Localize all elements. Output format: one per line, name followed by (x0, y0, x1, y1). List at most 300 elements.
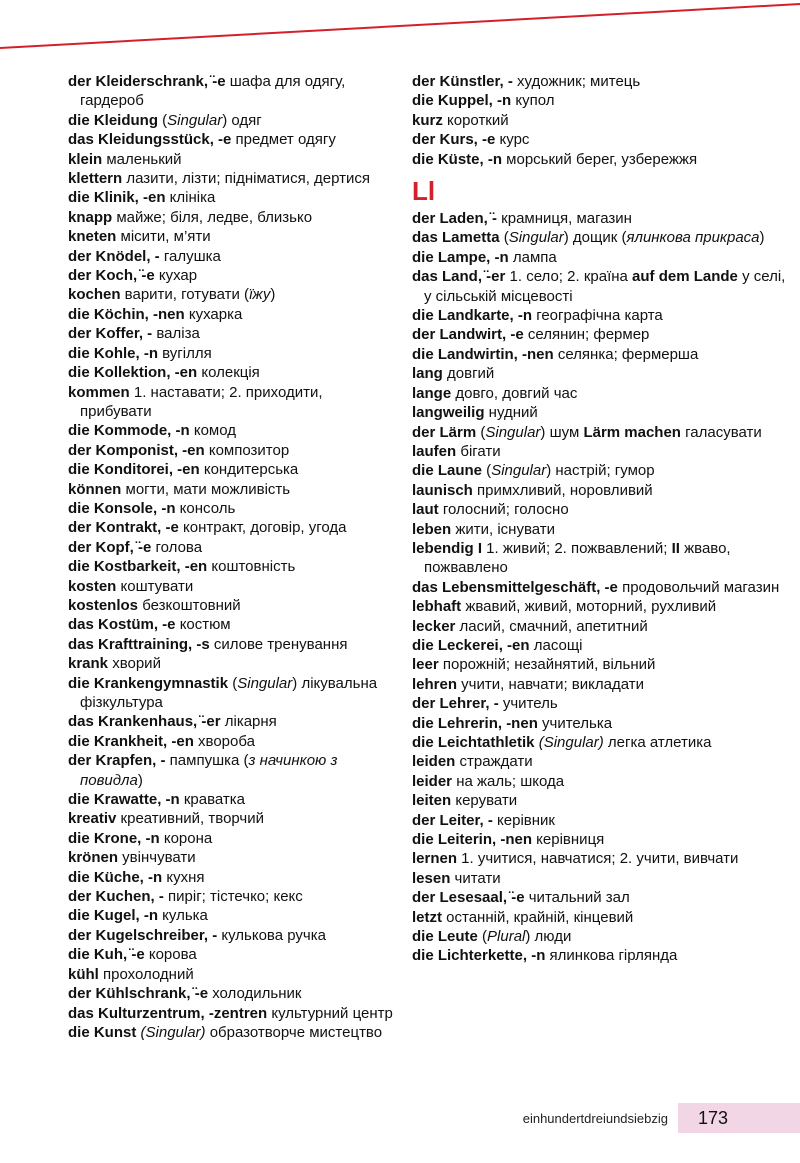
translation: ) одяг (222, 111, 262, 129)
translation: ( (499, 229, 509, 247)
translation: 1. учитися, навчатися; 2. учити, вивчати (457, 850, 739, 868)
headword: das Kostüm, -e (68, 616, 176, 634)
headword: die Kunst (68, 1023, 137, 1041)
headword: kreativ (68, 810, 117, 828)
headword: der Landwirt, -e (412, 326, 524, 344)
dictionary-entry (68, 906, 393, 925)
dictionary-entry (68, 557, 393, 576)
dictionary-entry (412, 694, 787, 713)
headword: kneten (68, 228, 117, 246)
dictionary-entry (412, 248, 787, 267)
dictionary-entry (68, 984, 393, 1003)
left-column (68, 72, 393, 1042)
dictionary-entry (68, 887, 393, 906)
note: (Singular) (538, 734, 604, 751)
headword: laut (412, 501, 439, 519)
headword: die Krawatte, -n (68, 791, 180, 809)
translation: образотворче мистецтво (205, 1023, 383, 1041)
dictionary-entry (412, 500, 787, 519)
translation: ( (482, 462, 492, 480)
dictionary-entry (412, 325, 787, 344)
dictionary-entry (68, 809, 393, 828)
dictionary-entry (412, 91, 787, 110)
headword: knapp (68, 208, 113, 226)
dictionary-entry (412, 481, 787, 500)
headword: die Konsole, -n (68, 499, 176, 517)
dictionary-entry (412, 72, 787, 91)
note: з начинкою з повидла (80, 752, 338, 789)
headword: der Künstler, - (412, 73, 513, 90)
headword: die Leute (412, 928, 478, 946)
headword: kommen (68, 383, 130, 401)
translation: продовольчий магазин (617, 578, 780, 596)
translation: костюм (175, 616, 231, 634)
translation: кондитерська (199, 461, 299, 479)
headword: die Leckerei, -en (412, 636, 530, 654)
dictionary-entry (412, 830, 787, 849)
translation: галушка (159, 247, 221, 265)
translation: ) шум (540, 423, 584, 441)
translation: 1. наставати; 2. приходити, прибувати (80, 383, 323, 420)
translation: місити, м’яти (116, 228, 211, 246)
dictionary-entry (412, 888, 787, 907)
dictionary-entry (68, 926, 393, 945)
translation: кулька (158, 907, 208, 925)
headword: die Krankheit, -en (68, 732, 194, 750)
note: Singular (508, 229, 564, 247)
headword: die Kollektion, -en (68, 364, 198, 382)
translation: морський берег, узбережжя (502, 150, 698, 168)
dictionary-entry (68, 383, 393, 422)
headword: der Lesesaal, ̈-e (412, 889, 525, 907)
headword: die Leiterin, -nen (412, 831, 533, 849)
dictionary-entry (412, 714, 787, 733)
headword: der Kleiderschrank, ̈-e (68, 73, 226, 90)
headword: der Leiter, - (412, 811, 493, 829)
dictionary-entry (68, 305, 393, 324)
headword: können (68, 480, 122, 498)
headword: die Laune (412, 462, 483, 480)
page-number-box (678, 1103, 800, 1133)
headword: das Land, ̈-er (412, 268, 506, 286)
dictionary-entry (68, 441, 393, 460)
headword: die Konditorei, -en (68, 461, 200, 479)
headword: die Kuppel, -n (412, 92, 512, 110)
translation: креативний, творчий (116, 810, 264, 828)
headword: die Küche, -n (68, 868, 163, 886)
headword: die Krone, -n (68, 829, 160, 847)
translation: шафа для одягу, гардероб (80, 73, 346, 110)
headword: der Kuchen, - (68, 888, 164, 906)
dictionary-entry (68, 577, 393, 596)
dictionary-entry (68, 247, 393, 266)
translation: керівниця (532, 831, 605, 849)
dictionary-entry (68, 111, 393, 130)
headword: der Komponist, -en (68, 441, 205, 459)
headword: lang (412, 365, 443, 383)
dictionary-entry (412, 461, 787, 480)
translation: культурний центр (267, 1004, 393, 1022)
headword: der Lehrer, - (412, 695, 499, 713)
translation: ( (477, 928, 488, 946)
header-rule (0, 0, 800, 60)
translation: увінчувати (118, 849, 196, 867)
headword: das Krankenhaus, ̈-er (68, 713, 221, 731)
headword: die Landwirtin, -nen (412, 345, 554, 363)
translation: на жаль; шкода (452, 772, 565, 790)
headword: die Leichtathletik (412, 734, 535, 751)
translation: бігати (456, 442, 501, 460)
translation: кулькова ручка (217, 926, 326, 944)
dictionary-entry (68, 674, 393, 713)
headword: das Krafttraining, -s (68, 635, 210, 653)
dictionary-entry (68, 150, 393, 169)
translation: ) дощик ( (563, 229, 627, 247)
translation: безкоштовний (138, 596, 241, 614)
headword: der Koch, ̈-e (68, 267, 155, 285)
translation: жити, існувати (451, 520, 556, 538)
dictionary-entry (68, 344, 393, 363)
note: їжу (249, 286, 271, 304)
translation: маленький (102, 150, 182, 168)
dictionary-entry (68, 266, 393, 285)
headword: kosten (68, 577, 117, 595)
translation: голосний; голосно (438, 501, 569, 519)
translation: останній, крайній, кінцевий (442, 908, 634, 926)
headword: der Koffer, - (68, 325, 153, 343)
dictionary-entry (412, 752, 787, 771)
headword: laufen (412, 442, 457, 460)
dictionary-entry (412, 130, 787, 149)
translation: курс (495, 131, 530, 149)
translation: пампушка ( (165, 752, 249, 770)
translation: читальний зал (524, 889, 630, 907)
headword: das Lebensmittelgeschäft, -e (412, 578, 618, 596)
dictionary-entry (68, 460, 393, 479)
headword: der Kopf, ̈-e (68, 538, 152, 556)
translation: порожній; незайнятий, вільний (438, 656, 656, 674)
dictionary-entry (68, 635, 393, 654)
translation: ) лікувальна фізкультура (80, 674, 378, 711)
headword: die Lichterkette, -n (412, 947, 546, 965)
headword: krank (68, 655, 109, 673)
dictionary-entry (68, 169, 393, 188)
dictionary-entry (68, 732, 393, 751)
translation: колекція (197, 364, 260, 382)
headword: kostenlos (68, 596, 139, 614)
translation: учителька (537, 714, 613, 732)
note: Singular (485, 423, 541, 441)
headword: der Krapfen, - (68, 752, 166, 770)
dictionary-entry (412, 927, 787, 946)
headword: die Kostbarkeit, -en (68, 558, 208, 576)
headword: der Kontrakt, -e (68, 519, 179, 537)
headword: leer (412, 656, 439, 674)
dictionary-entry (68, 363, 393, 382)
headword: II (671, 539, 680, 557)
headword: der Laden, ̈- (412, 210, 498, 228)
headword: langweilig (412, 404, 485, 422)
translation: лампа (508, 248, 557, 266)
translation: валіза (152, 325, 200, 343)
translation: селянка; фермерша (553, 345, 699, 363)
dictionary-entry (68, 538, 393, 557)
translation: кухня (162, 868, 205, 886)
dictionary-entry (68, 615, 393, 634)
translation: ( (228, 674, 238, 692)
right-entries-after (412, 209, 787, 966)
translation: прохолодний (98, 965, 194, 983)
translation: ) (759, 229, 765, 247)
headword: leben (412, 520, 452, 538)
headword: die Kuh, ̈-e (68, 946, 145, 964)
dictionary-entry (412, 403, 787, 422)
headword: der Kühlschrank, ̈-e (68, 985, 209, 1003)
translation: крамниця, магазин (497, 210, 632, 228)
translation: пиріг; тістечко; кекс (163, 888, 303, 906)
translation: 1. село; 2. країна (505, 268, 633, 286)
headword: die Krankengymnastik (68, 674, 229, 692)
translation: кухарка (184, 305, 243, 323)
headword: lange (412, 384, 452, 402)
dictionary-entry (412, 228, 787, 247)
headword: kühl (68, 965, 99, 983)
dictionary-entry (412, 267, 787, 306)
headword: lebhaft (412, 598, 462, 616)
translation: лікарня (220, 713, 277, 731)
translation: корона (159, 829, 213, 847)
dictionary-entry (68, 1004, 393, 1023)
headword: lecker (412, 617, 456, 635)
dictionary-entry (412, 442, 787, 461)
translation: учитель (498, 695, 558, 713)
phrase: Lärm machen (583, 423, 681, 441)
translation: легка атлетика (603, 734, 712, 751)
dictionary-entry (68, 285, 393, 304)
headword: das Kulturzentrum, -zentren (68, 1004, 268, 1022)
dictionary-entry (412, 597, 787, 616)
translation: художник; митець (512, 73, 641, 90)
dictionary-entry (412, 772, 787, 791)
dictionary-entry (412, 617, 787, 636)
headword: die Lampe, -n (412, 248, 509, 266)
translation: страждати (455, 753, 533, 771)
translation: керувати (451, 792, 518, 810)
headword: die Klinik, -en (68, 189, 166, 207)
page-footer (0, 1103, 800, 1133)
headword: leiden (412, 753, 456, 771)
translation: керівник (492, 811, 555, 829)
translation: хворий (108, 655, 161, 673)
dictionary-entry (412, 423, 787, 442)
note: ялинкова прикраса (626, 229, 760, 247)
translation: ( (158, 111, 168, 129)
dictionary-entry (68, 596, 393, 615)
translation: предмет одягу (231, 131, 336, 149)
headword: lehren (412, 675, 458, 693)
dictionary-entry (68, 712, 393, 731)
right-column (412, 72, 787, 966)
headword: lebendig I (412, 539, 483, 557)
translation: нудний (484, 404, 538, 422)
translation: географічна карта (532, 307, 663, 325)
headword: das Kleidungsstück, -e (68, 131, 232, 149)
note: Plural (487, 928, 526, 946)
headword: klein (68, 150, 103, 168)
headword: die Landkarte, -n (412, 307, 533, 325)
right-entries-before (412, 72, 787, 169)
translation: лазити, лізти; підніматися, дертися (122, 170, 371, 188)
translation: варити, готувати ( (120, 286, 250, 304)
translation: ) люди (525, 928, 572, 946)
dictionary-entry (68, 188, 393, 207)
dictionary-entry (412, 946, 787, 965)
dictionary-entry (68, 945, 393, 964)
headword: die Kugel, -n (68, 907, 158, 925)
dictionary-entry (412, 364, 787, 383)
dictionary-entry (68, 654, 393, 673)
dictionary-entry (68, 227, 393, 246)
dictionary-entry (68, 965, 393, 984)
headword: die Köchin, -nen (68, 305, 185, 323)
dictionary-entry (412, 733, 787, 752)
headword: kochen (68, 286, 121, 304)
section-letter: Ll (412, 176, 436, 207)
translation: коштувати (116, 577, 194, 595)
page-number: 173 (698, 1108, 729, 1128)
translation: комод (189, 422, 236, 440)
translation: хвороба (193, 732, 255, 750)
translation: купол (511, 92, 555, 110)
translation: клініка (165, 189, 216, 207)
headword: lesen (412, 869, 451, 887)
dictionary-entry (412, 345, 787, 364)
headword: kurz (412, 111, 443, 129)
dictionary-entry (68, 499, 393, 518)
dictionary-entry (68, 790, 393, 809)
dictionary-entry (412, 849, 787, 868)
headword: krönen (68, 849, 119, 867)
dictionary-entry (412, 791, 787, 810)
translation: ) настрій; гумор (546, 462, 655, 480)
translation: довго, довгий час (451, 384, 578, 402)
dictionary-entry (68, 421, 393, 440)
note: Singular (491, 462, 547, 480)
dictionary-entry (412, 520, 787, 539)
translation: могти, мати можливість (121, 480, 291, 498)
translation: жвавий, живий, моторний, рухливий (461, 598, 717, 616)
translation: консоль (175, 499, 236, 517)
translation: ( (476, 423, 486, 441)
dictionary-entry (68, 130, 393, 149)
translation: холодильник (208, 985, 302, 1003)
translation: галасувати (680, 423, 762, 441)
dictionary-entry (68, 751, 393, 790)
translation: короткий (442, 111, 509, 129)
translation: читати (450, 869, 501, 887)
headword: die Küste, -n (412, 150, 503, 168)
headword: leider (412, 772, 453, 790)
dictionary-entry (412, 869, 787, 888)
translation: ) (137, 771, 143, 789)
translation: майже; біля, ледве, близько (112, 208, 313, 226)
translation: кухар (154, 267, 198, 285)
translation: ласий, смачний, апетитний (455, 617, 648, 635)
dictionary-entry (68, 72, 393, 111)
translation: 1. живий; 2. пожвавлений; (482, 539, 672, 557)
translation: корова (144, 946, 197, 964)
dictionary-entry (68, 868, 393, 887)
note: Singular (167, 111, 223, 129)
headword: lernen (412, 850, 458, 868)
translation: контракт, договір, угода (178, 519, 347, 537)
dictionary-entry (412, 811, 787, 830)
phrase: auf dem Lande (632, 268, 738, 286)
dictionary-entry (412, 209, 787, 228)
headword: die Lehrerin, -nen (412, 714, 538, 732)
dictionary-entry (412, 150, 787, 169)
headword: die Kommode, -n (68, 422, 190, 440)
translation: ялинкова гірлянда (545, 947, 678, 965)
headword: letzt (412, 908, 442, 926)
translation: селянин; фермер (523, 326, 650, 344)
headword: der Knödel, - (68, 247, 160, 265)
dictionary-entry (68, 208, 393, 227)
note: Singular (237, 674, 293, 692)
dictionary-entry (68, 324, 393, 343)
translation: ласощі (529, 636, 583, 654)
translation: примхливий, норовливий (472, 481, 653, 499)
headword: launisch (412, 481, 473, 499)
translation: коштовність (207, 558, 296, 576)
dictionary-entry (412, 384, 787, 403)
dictionary-entry (412, 306, 787, 325)
dictionary-entry (412, 655, 787, 674)
headword: leiten (412, 792, 452, 810)
dictionary-entry (68, 518, 393, 537)
translation: краватка (179, 791, 246, 809)
translation: вугілля (158, 344, 212, 362)
translation: довгий (442, 365, 495, 383)
headword: das Lametta (412, 229, 500, 247)
dictionary-entry (412, 908, 787, 927)
dictionary-entry (68, 1023, 393, 1042)
translation: силове тренування (209, 635, 348, 653)
dictionary-entry (68, 480, 393, 499)
headword: die Kohle, -n (68, 344, 158, 362)
dictionary-entry (412, 578, 787, 597)
headword: die Kleidung (68, 111, 158, 129)
dictionary-entry (412, 539, 787, 578)
dictionary-entry (412, 675, 787, 694)
dictionary-entry (68, 829, 393, 848)
dictionary-entry (412, 636, 787, 655)
dictionary-entry (68, 848, 393, 867)
translation: голова (151, 538, 203, 556)
headword: klettern (68, 170, 123, 188)
translation: у селі, у сільській місцевості (424, 268, 786, 305)
page-number-words: einhundertdreiundsiebzig (522, 1111, 668, 1126)
translation: ) (270, 286, 276, 304)
translation: учити, навчати; викладати (457, 675, 644, 693)
dictionary-entry (412, 111, 787, 130)
headword: der Kugelschreiber, - (68, 926, 218, 944)
headword: der Lärm (412, 423, 477, 441)
translation: жваво, пожвавлено (424, 539, 731, 577)
translation: композитор (204, 441, 290, 459)
note: (Singular) (140, 1023, 206, 1041)
headword: der Kurs, -e (412, 131, 496, 149)
